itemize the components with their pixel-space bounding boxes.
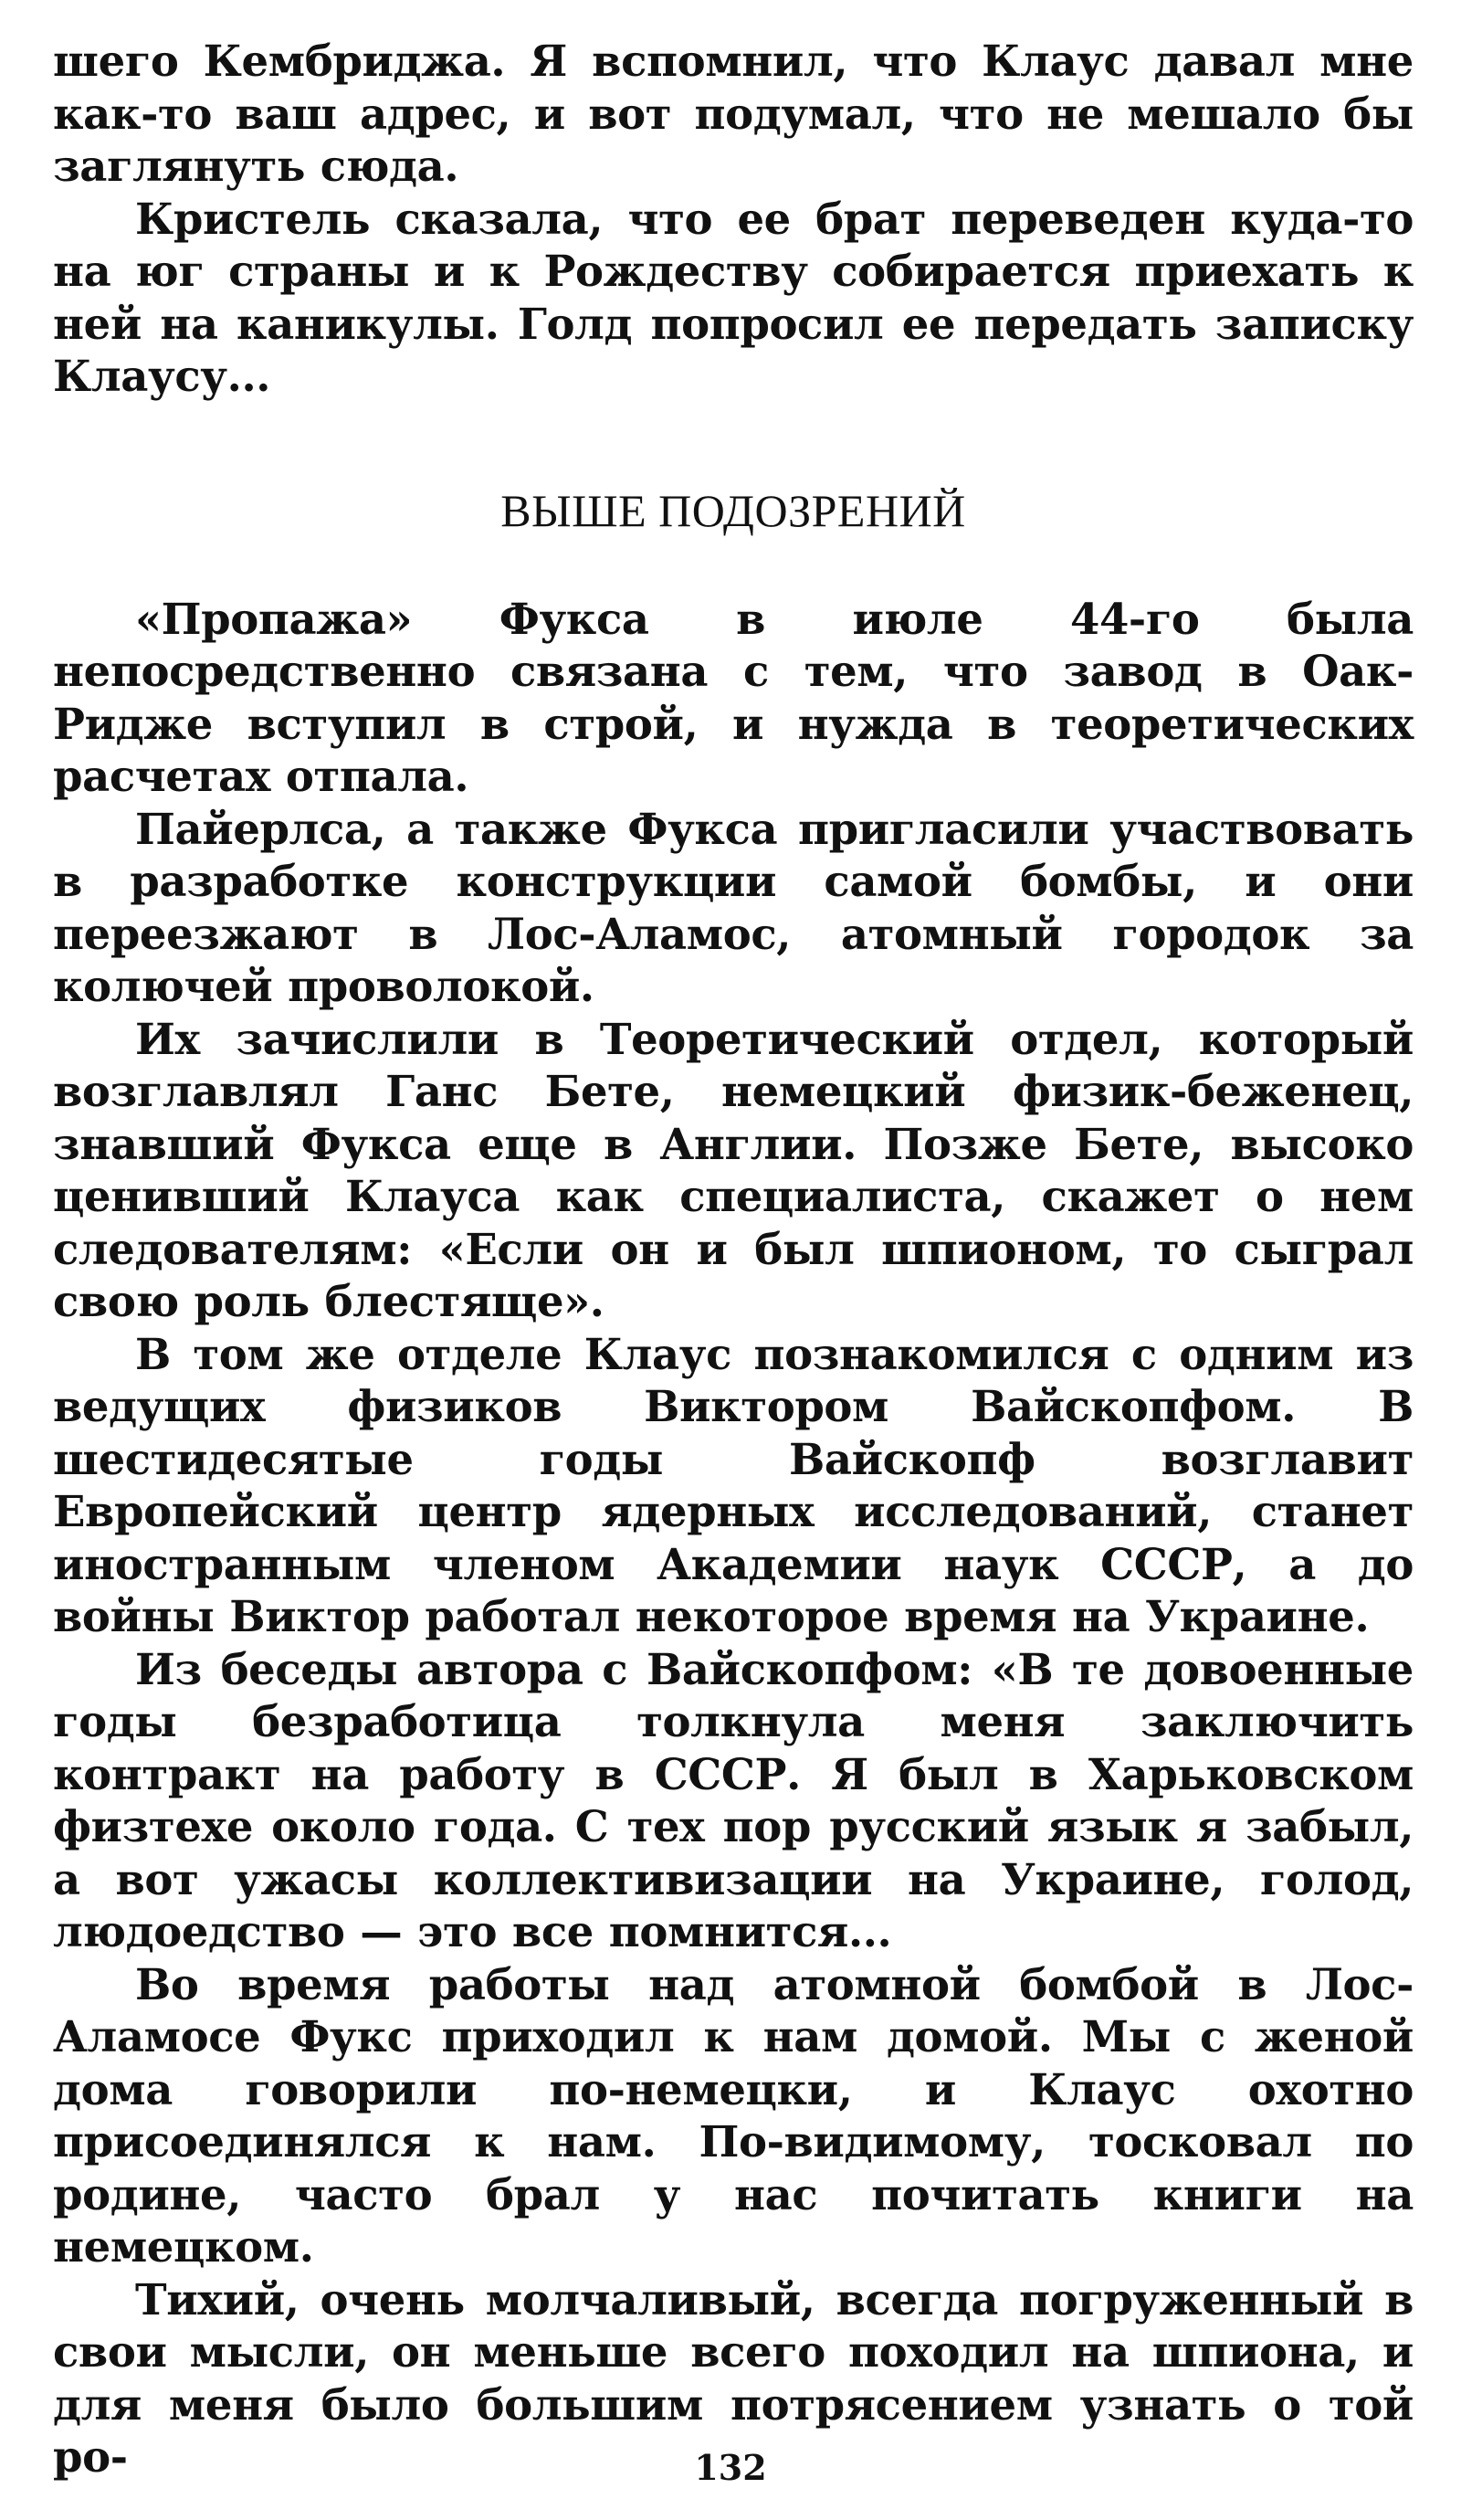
section-heading: ВЫШЕ ПОДОЗРЕНИЙ [500, 484, 966, 536]
paragraph: Кристель сказала, что ее брат переведен куда-то на юг страны и к Рождеству собирается приехать к ней на каникулы. Голд попросил ее передать записку Клаусу... [53, 193, 1414, 401]
paragraph: В том же отделе Клаус познакомился с одним из ведущих физиков Виктором Вайскопфом. В шестидесятые годы Вайскопф возглавит Европейский центр ядерных исследований, станет иностранным членом Академии наук СССР, а до войны Виктор работал некоторое время на Украине. [53, 1328, 1414, 1641]
paragraph: Во время работы над атомной бомбой в Лос-Аламосе Фукс приходил к нам домой. Мы с женой дома говорили по-немецки, и Клаус охотно присоединялся к нам. По-видимому, тосковал по родине, часто брал у нас почитать книги на немецком. [53, 1958, 1414, 2272]
paragraph: Тихий, очень молчаливый, всегда погруженный в свои мысли, он меньше всего походил на шпиона, и для меня было большим потрясением узнать о той ро- [53, 2273, 1414, 2482]
paragraph: «Пропажа» Фукса в июле 44-го была непосредственно связана с тем, что завод в Оак-Ридже вступил в строй, и нужда в теоретических расчетах отпала. [53, 593, 1414, 801]
paragraph: Из беседы автора с Вайскопфом: «В те довоенные годы безработица толкнула меня заключить контракт на работу в СССР. Я был в Харьковском физтехе около года. С тех пор русский язык я забыл, а вот ужасы коллективизации на Украине, голод, людоедство — это все помнится... [53, 1643, 1414, 1956]
page-number: 132 [694, 2447, 767, 2488]
paragraph: Их зачислили в Теоретический отдел, который возглавлял Ганс Бете, немецкий физик-беженец, знавший Фукса еще в Англии. Позже Бете, высоко ценивший Клауса как специалиста, скажет о нем следователям: «Если он и был шпионом, то сыграл свою роль блестяще». [53, 1013, 1414, 1326]
paragraph-continued: шего Кембриджа. Я вспомнил, что Клаус давал мне как-то ваш адрес, и вот подумал, что не мешало бы заглянуть сюда. [53, 36, 1414, 191]
page-body [53, 35, 1414, 2483]
paragraph: Пайерлса, а также Фукса пригласили участвовать в разработке конструкции самой бомбы, и они переезжают в Лос-Аламос, атомный городок за колючей проволокой. [53, 803, 1414, 1011]
